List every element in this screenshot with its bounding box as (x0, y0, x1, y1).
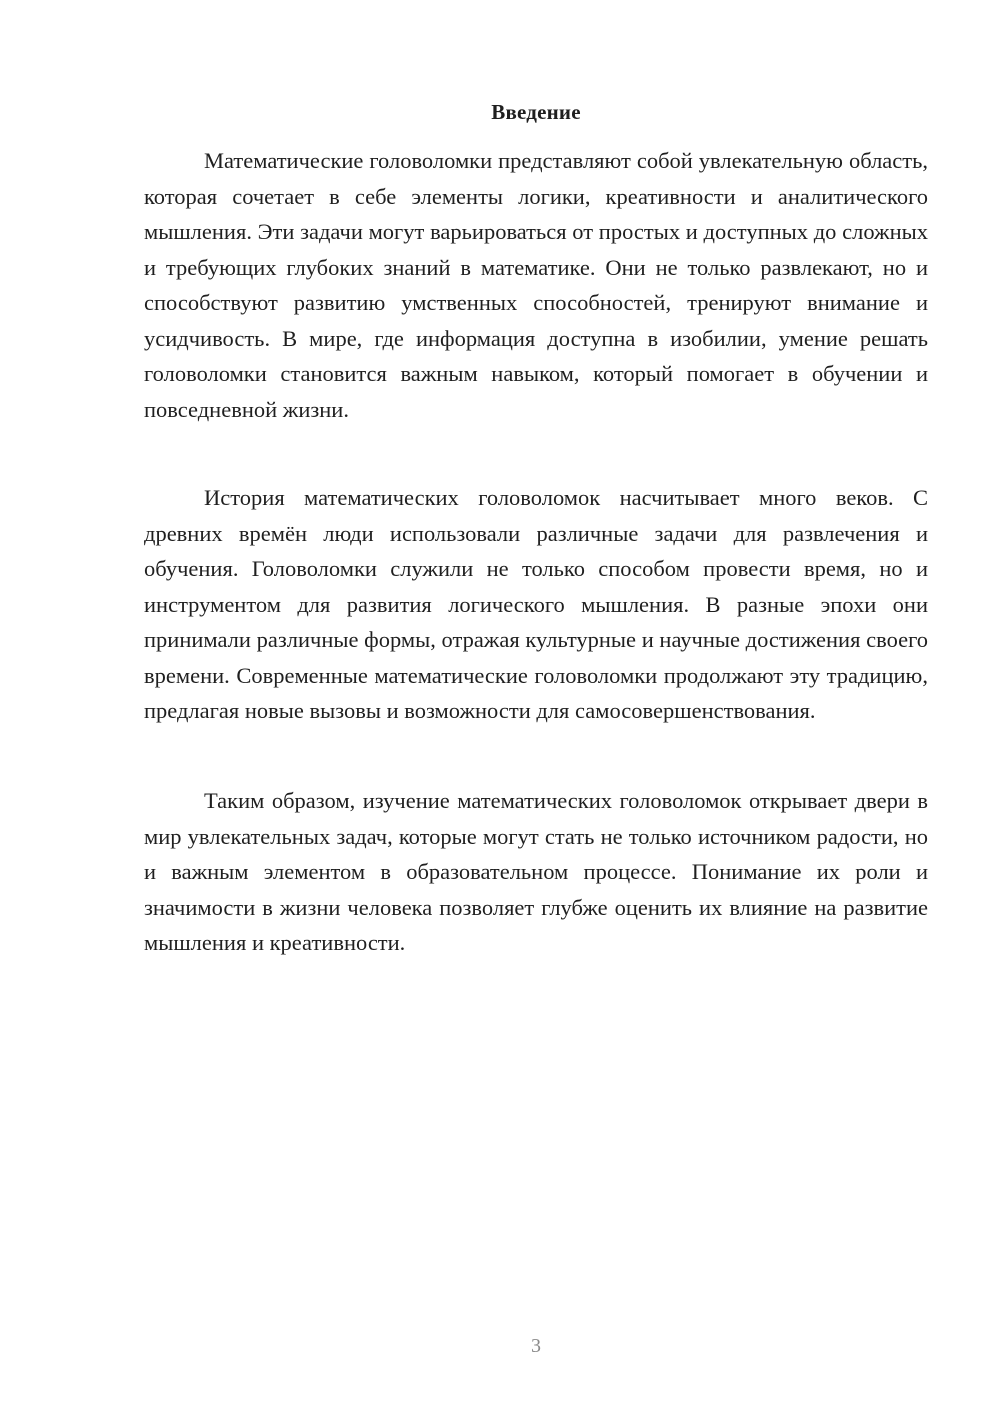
paragraph-intro: Математические головоломки представляют собой увлекательную область, которая сочетает в себе элементы логики, креативности и аналитического мышления. Эти задачи могут варьироваться от простых и доступных до сложных и требующих глубоких знаний в математике. Они не только развлекают, но и способствуют развитию умственных способностей, тренируют внимание и усидчивость. В мире, где информация доступна в изобилии, умение решать головоломки становится важным навыком, который помогает в обучении и повседневной жизни. (144, 148, 928, 422)
paragraph-history: История математических головоломок насчитывает много веков. С древних времён люди использовали различные задачи для развлечения и обучения. Головоломки служили не только способом провести время, но и инструментом для развития логического мышления. В разные эпохи они принимали различные формы, отражая культурные и научные достижения своего времени. Современные математические головоломки продолжают эту традицию, предлагая новые вызовы и возможности для самосовершенствования. (144, 485, 928, 723)
section-heading: Введение (491, 100, 581, 124)
paragraph-conclusion: Таким образом, изучение математических головоломок открывает двери в мир увлекательных задач, которые могут стать не только источником радости, но и важным элементом в образовательном процессе. Понимание их роли и значимости в жизни человека позволяет глубже оценить их влияние на развитие мышления и креативности. (144, 788, 928, 955)
page-number: 3 (531, 1335, 541, 1357)
